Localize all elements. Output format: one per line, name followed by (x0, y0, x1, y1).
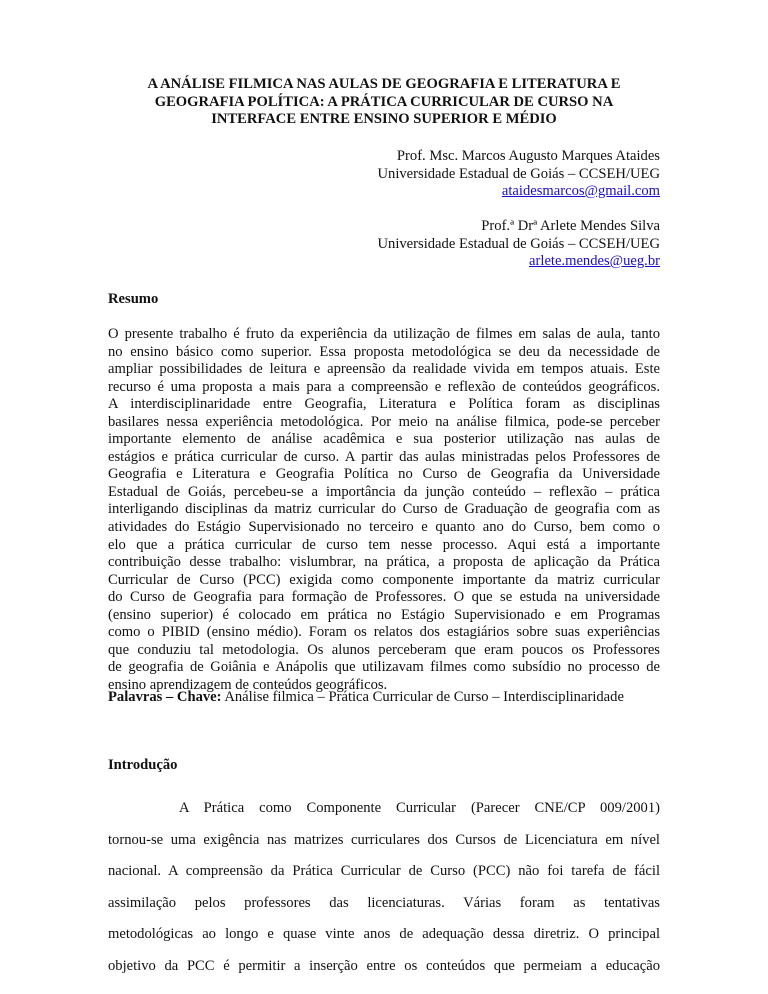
author-block (377, 148, 660, 288)
author-email-link[interactable]: arlete.mendes@ueg.br (529, 253, 660, 269)
intro-line: A Prática como Componente Curricular (Parecer CNE/CP 009/2001) (179, 800, 660, 816)
intro-line: nacional. A compreensão da Prática Curricular de Curso (PCC) não foi tarefa de fácil (108, 863, 660, 880)
author-2 (377, 218, 660, 271)
abstract-line: Curricular de Curso (PCC) exigida como componente importante da matriz curricular (108, 571, 660, 588)
introduction-body (108, 793, 660, 983)
author-1 (377, 148, 660, 201)
abstract-line: A interdisciplinaridade entre Geografia, Literatura e Política foram as disciplinas (108, 396, 660, 413)
abstract-line: contribuição desse trabalho: vislumbrar, na prática, a proposta de aplicação da Prática (108, 554, 660, 571)
abstract-line: basilares nessa experiência metodológica. Por meio na análise filmica, pode-se perceber (108, 413, 660, 430)
abstract-line: no ensino básico como superior. Essa proposta metodológica se deu da necessidade de (108, 343, 660, 360)
intro-line: metodológicas ao longo e quase vinte anos de adequação dessa diretriz. O principal (108, 926, 660, 943)
author-affiliation: Universidade Estadual de Goiás – CCSEH/UEG (377, 165, 660, 182)
author-name: Prof.ª Drª Arlete Mendes Silva (481, 218, 660, 234)
abstract-line: ensino aprendizagem de conteúdos geográficos. (108, 676, 388, 693)
intro-line: tornou-se uma exigência nas matrizes curriculares dos Cursos de Licenciatura em nível (108, 831, 660, 848)
abstract-heading: Resumo (108, 291, 159, 307)
abstract-body (108, 326, 660, 694)
abstract-line: Estadual de Goiás, percebeu-se a importância da junção conteúdo – reflexão – prática (108, 483, 660, 500)
keywords (108, 689, 660, 707)
intro-line: assimilação pelos professores das licenciaturas. Várias foram as tentativas (108, 894, 660, 911)
abstract-line: elo que a prática curricular de curso tem nesse processo. Aqui está a importante (108, 536, 660, 553)
abstract-line: que conduziu tal metodologia. Os alunos perceberam que eram poucos os Professores (108, 641, 660, 658)
keywords-label: Palavras – Chave: (108, 689, 222, 705)
introduction-heading: Introdução (108, 757, 178, 773)
abstract-line: como o PIBID (ensino médio). Foram os relatos dos estagiários sobre suas experiências (108, 624, 660, 641)
title-line: INTERFACE ENTRE ENSINO SUPERIOR E MÉDIO (211, 111, 557, 127)
abstract-line: interligando disciplinas da matriz curricular do Curso de Graduação de geografia com as (108, 501, 660, 518)
abstract-line: do Curso de Geografia para formação de Professores. O que se estuda na universidade (108, 589, 660, 606)
abstract-line: de geografia de Goiânia e Anápolis que utilizavam filmes como subsídio no processo de (108, 659, 660, 676)
keywords-value: Análise filmica – Prática Curricular de Curso – Interdisciplinaridade (221, 689, 624, 705)
title-line: A ANÁLISE FILMICA NAS AULAS DE GEOGRAFIA E LITERATURA E (147, 76, 621, 92)
abstract-line: recurso é uma proposta a mais para a compreensão e reflexão de conteúdos geográficos. (108, 378, 660, 395)
abstract-line: importante elemento de análise acadêmica e sua posterior utilização nas aulas de (108, 431, 660, 448)
abstract-line: (ensino superior) é colocado em prática no Estágio Supervisionado e em Programas (108, 606, 660, 623)
abstract-line: atividades do Estágio Supervisionado no terceiro e quanto ano do Curso, bem como o (108, 519, 660, 536)
intro-line: objetivo da PCC é permitir a inserção entre os conteúdos que permeiam a educação (108, 957, 660, 974)
abstract-line: Geografia e Literatura e Geografia Política no Curso de Geografia da Universidade (108, 466, 660, 483)
abstract-line: ampliar possibilidades de leitura e apreensão da realidade vivida em tempos atuais. Este (108, 361, 660, 378)
abstract-line: O presente trabalho é fruto da experiência da utilização de filmes em salas de aula, tanto (108, 326, 660, 342)
author-name: Prof. Msc. Marcos Augusto Marques Ataides (396, 148, 660, 164)
abstract-line: estágios e prática curricular de curso. A partir das aulas ministradas pelos Professores de (108, 448, 660, 465)
author-affiliation: Universidade Estadual de Goiás – CCSEH/UEG (377, 235, 660, 252)
title-line: GEOGRAFIA POLÍTICA: A PRÁTICA CURRICULAR DE CURSO NA (154, 93, 614, 110)
paper-title (108, 76, 660, 129)
author-email-link[interactable]: ataidesmarcos@gmail.com (501, 183, 660, 199)
